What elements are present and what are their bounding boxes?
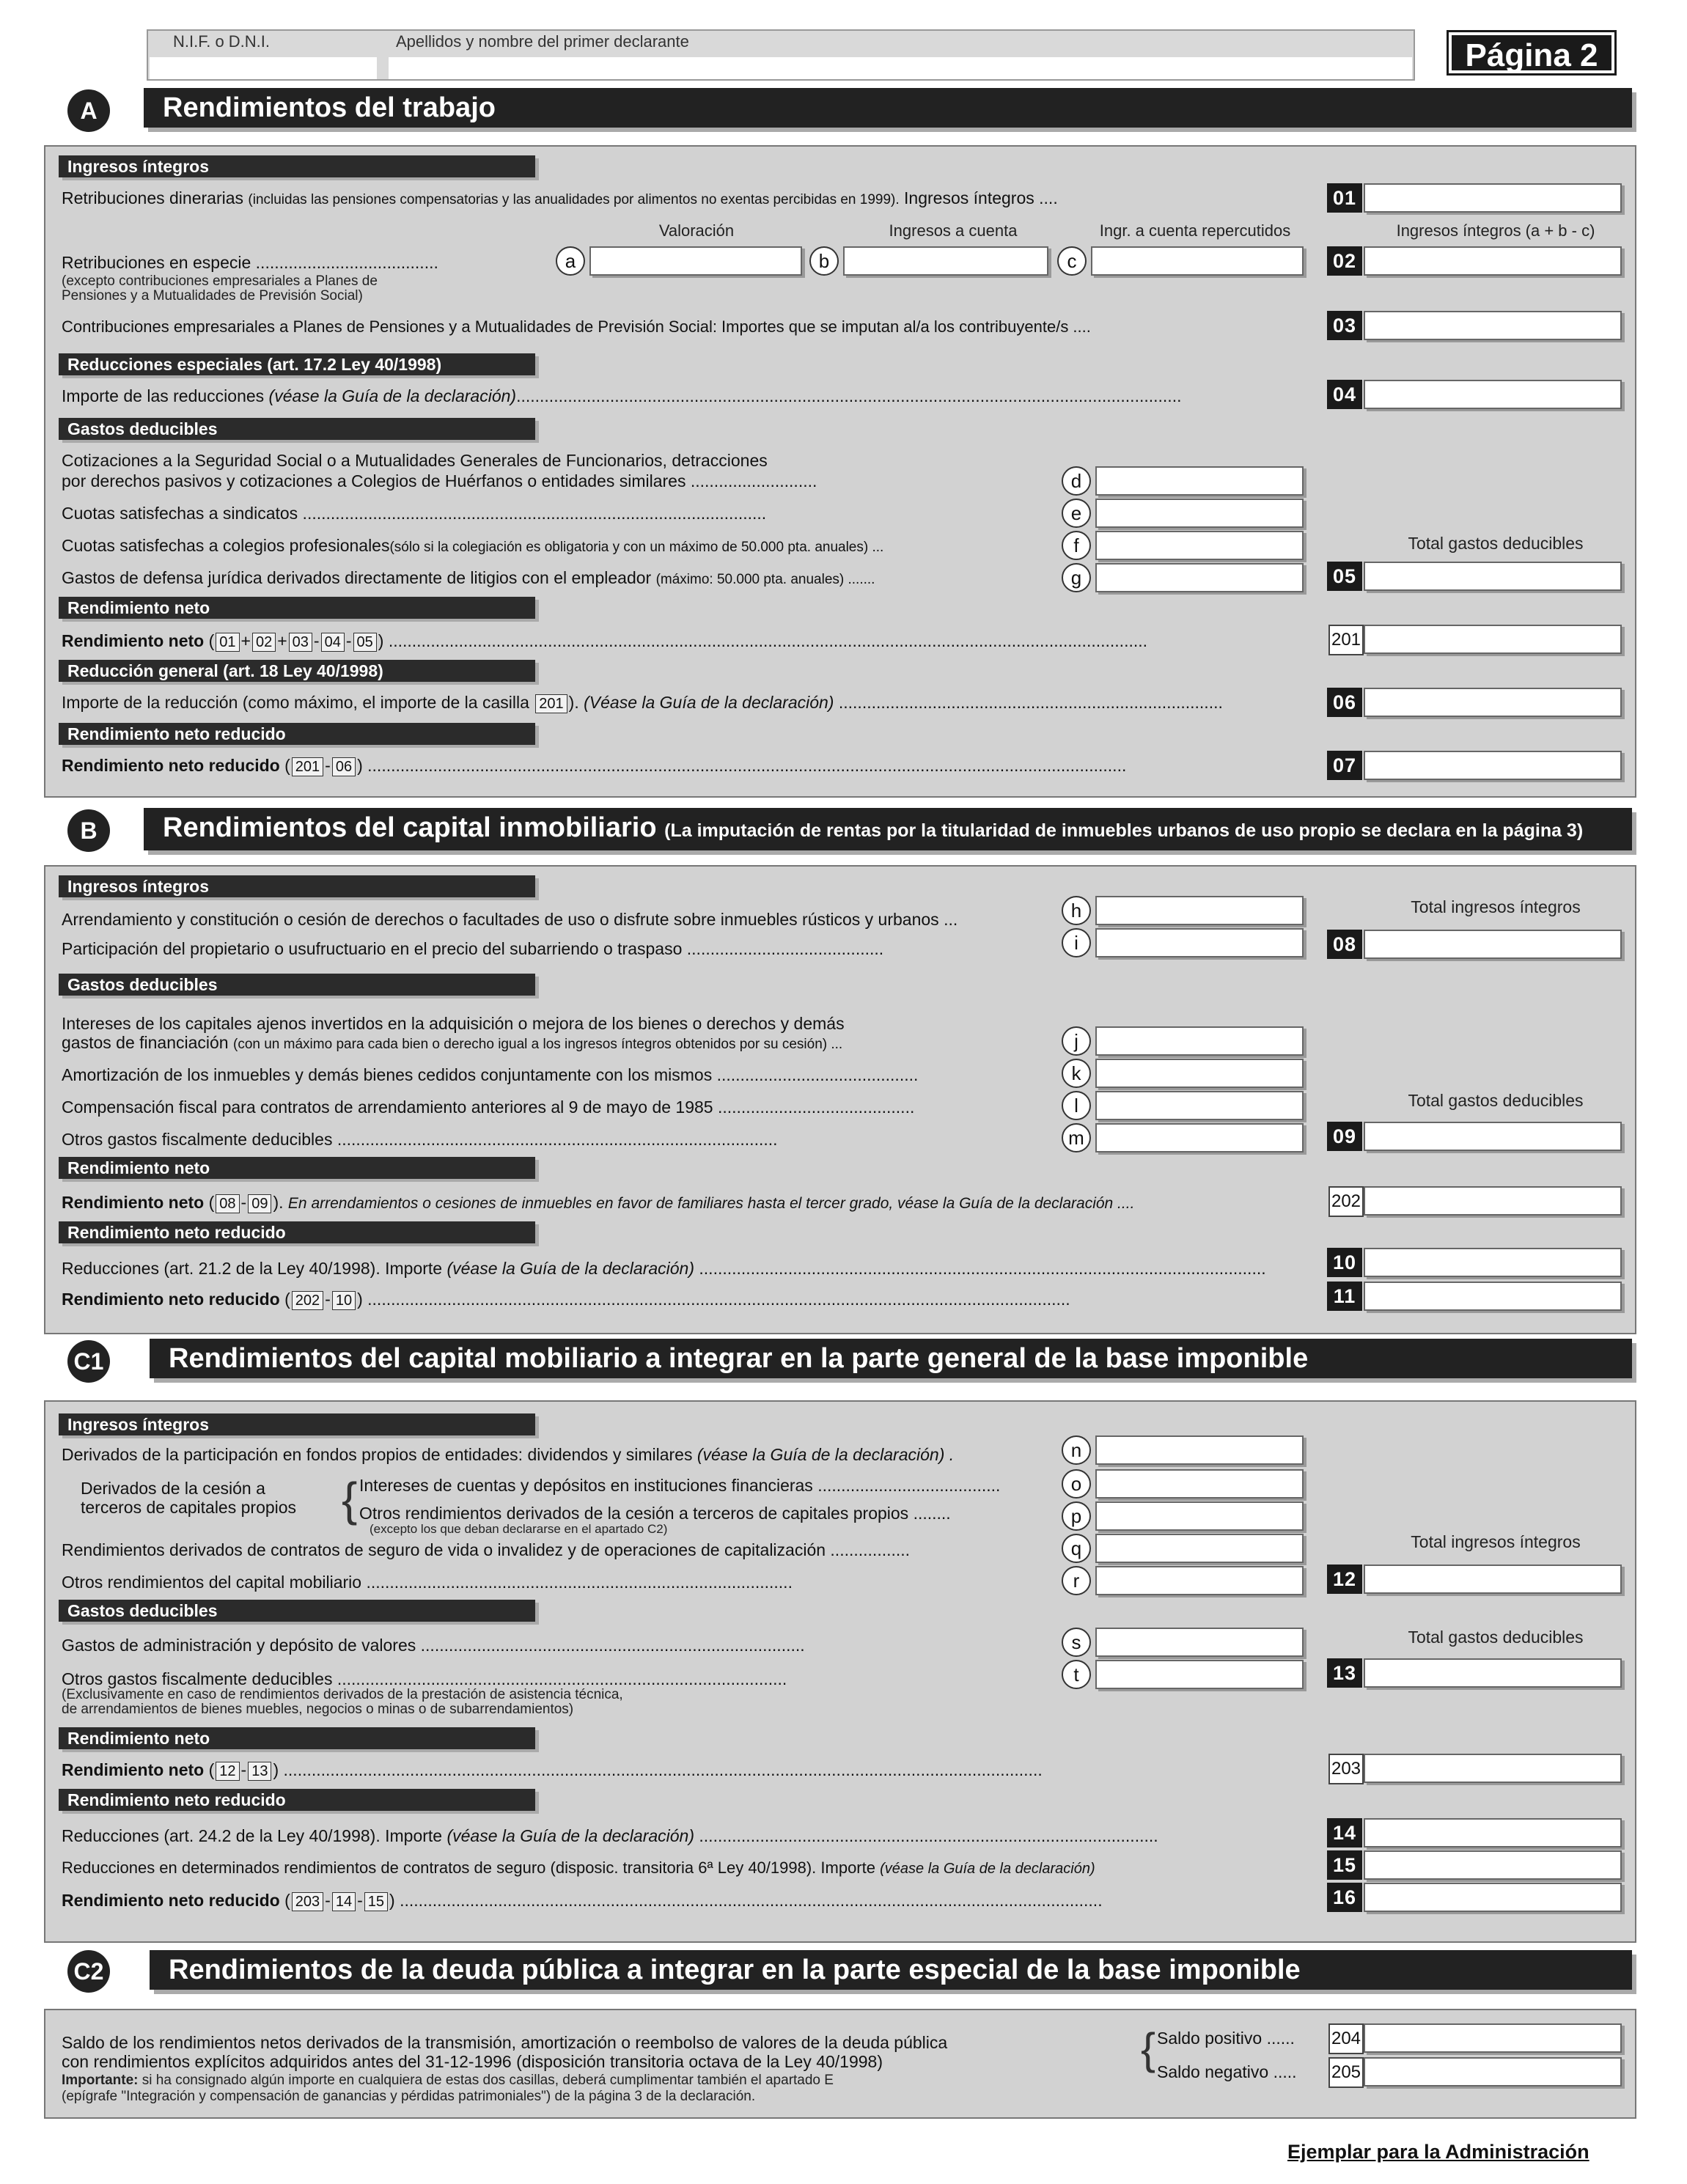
section-a-title: Rendimientos del trabajo bbox=[144, 88, 1632, 128]
name-input[interactable] bbox=[389, 57, 1412, 79]
box-d-input[interactable] bbox=[1095, 466, 1304, 496]
box-06-input[interactable] bbox=[1364, 688, 1622, 717]
box-08-number: 08 bbox=[1327, 930, 1362, 959]
a-rf-label: Cuotas satisfechas a colegios profesionales(sólo si la colegiación es obligatoria y con un máximo de 50.000 pta. anuales) ... bbox=[62, 536, 884, 555]
letter-k: k bbox=[1062, 1059, 1091, 1088]
box-07-number: 07 bbox=[1327, 751, 1362, 780]
letter-p: p bbox=[1062, 1501, 1091, 1531]
box-204-number: 204 bbox=[1328, 2023, 1364, 2054]
c2-important-line2: (epígrafe "Integración y compensación de ganancias y pérdidas patrimoniales") de la página 3 de la declaración. bbox=[62, 2089, 756, 2104]
c2-important-line1: Importante: si ha consignado algún importe en cualquiera de estas dos casillas, deberá cumplimentar también el apartado E bbox=[62, 2073, 834, 2088]
c1-rr-label: Otros rendimientos del capital mobiliario ........................................................................................... bbox=[62, 1573, 793, 1592]
box-04-input[interactable] bbox=[1364, 380, 1622, 409]
brace: { bbox=[342, 1473, 358, 1526]
c1-sub-rn: Rendimiento neto bbox=[59, 1727, 535, 1749]
a-rd-line1: Cotizaciones a la Seguridad Social o a Mutualidades Generales de Funcionarios, detracciones bbox=[62, 451, 768, 470]
b-ri-label: Participación del propietario o usufructuario en el precio del subarriendo o traspaso .......................................... bbox=[62, 939, 884, 958]
box-t-input[interactable] bbox=[1095, 1660, 1304, 1689]
letter-b: b bbox=[809, 246, 839, 276]
b-r10-label: Reducciones (art. 21.2 de la Ley 40/1998). Importe (véase la Guía de la declaración) ......................................................................................................................... bbox=[62, 1259, 1266, 1278]
box-r-input[interactable] bbox=[1095, 1566, 1304, 1595]
box-09-number: 09 bbox=[1327, 1122, 1362, 1151]
box-k-input[interactable] bbox=[1095, 1059, 1304, 1088]
box-02-number: 02 bbox=[1327, 246, 1362, 276]
letter-r: r bbox=[1062, 1566, 1091, 1595]
letter-d: d bbox=[1062, 466, 1091, 496]
b-rl-label: Compensación fiscal para contratos de arrendamiento anteriores al 9 de mayo de 1985 .......................................... bbox=[62, 1097, 915, 1117]
c1-rq-label: Rendimientos derivados de contratos de seguro de vida o invalidez y de operaciones de capitalización ................. bbox=[62, 1540, 911, 1559]
c1-rp-small: (excepto los que deban declararse en el apartado C2) bbox=[370, 1522, 668, 1536]
saldo-positivo-label: Saldo positivo ...... bbox=[1157, 2029, 1295, 2048]
letter-j: j bbox=[1062, 1026, 1091, 1056]
c1-cesion-line2: terceros de capitales propios bbox=[81, 1498, 297, 1517]
box-203-number: 203 bbox=[1328, 1754, 1364, 1784]
c2-text-line2: con rendimientos explícitos adquiridos antes del 31-12-1996 (disposición transitoria octava de la Ley 40/1998) bbox=[62, 2052, 883, 2071]
box-06-number: 06 bbox=[1327, 688, 1362, 717]
box-f-input[interactable] bbox=[1095, 531, 1304, 560]
box-14-input[interactable] bbox=[1364, 1818, 1622, 1847]
box-q-input[interactable] bbox=[1095, 1534, 1304, 1563]
box-205-input[interactable] bbox=[1364, 2057, 1622, 2086]
box-16-number: 16 bbox=[1327, 1883, 1362, 1912]
box-02-input[interactable] bbox=[1364, 246, 1622, 276]
box-203-input[interactable] bbox=[1364, 1754, 1622, 1783]
b-rn-formula: Rendimiento neto ( 08 - 09 ). En arrendamientos o cesiones de inmuebles en favor de familiares hasta el tercer grado, véase la Guía de la declaración .... bbox=[62, 1193, 1135, 1212]
b-sub-gastos: Gastos deducibles bbox=[59, 974, 535, 996]
box-10-number: 10 bbox=[1327, 1248, 1362, 1277]
box-03-input[interactable] bbox=[1364, 311, 1622, 340]
box-m-input[interactable] bbox=[1095, 1123, 1304, 1152]
letter-c: c bbox=[1057, 246, 1087, 276]
section-c1-title: Rendimientos del capital mobiliario a integrar en la parte general de la base imponible bbox=[150, 1339, 1632, 1378]
a-rn-formula: Rendimiento neto ( 01 + 02 + 03 - 04 - 05 ) .................................................................................................................................................................. bbox=[62, 631, 1148, 650]
section-a-badge: A bbox=[67, 89, 110, 132]
page-number: Página 2 bbox=[1449, 32, 1614, 73]
section-b-title: Rendimientos del capital inmobiliario (La imputación de rentas por la titularidad de inmuebles urbanos de uso propio se declara en la página 3) bbox=[144, 808, 1632, 850]
box-a-input[interactable] bbox=[589, 246, 802, 276]
box-205-number: 205 bbox=[1328, 2057, 1364, 2088]
col-ingresos-cuenta: Ingresos a cuenta bbox=[889, 221, 1018, 240]
letter-q: q bbox=[1062, 1534, 1091, 1563]
box-e-input[interactable] bbox=[1095, 499, 1304, 528]
b-sub-rnr: Rendimiento neto reducido bbox=[59, 1221, 535, 1243]
letter-l: l bbox=[1062, 1091, 1091, 1120]
footer-label: Ejemplar para la Administración bbox=[1287, 2141, 1589, 2163]
box-03-number: 03 bbox=[1327, 311, 1362, 340]
letter-g: g bbox=[1062, 563, 1091, 592]
box-202-input[interactable] bbox=[1364, 1186, 1622, 1216]
box-15-input[interactable] bbox=[1364, 1850, 1622, 1880]
box-09-input[interactable] bbox=[1364, 1122, 1622, 1151]
c1-rs-label: Gastos de administración y depósito de valores .................................................................................. bbox=[62, 1636, 805, 1655]
box-g-input[interactable] bbox=[1095, 563, 1304, 592]
box-11-number: 11 bbox=[1327, 1282, 1362, 1311]
c1-rn-formula: Rendimiento neto ( 12 - 13 ) .................................................................................................................................................................. bbox=[62, 1760, 1043, 1779]
box-10-input[interactable] bbox=[1364, 1248, 1622, 1277]
a-total-gastos-label: Total gastos deducibles bbox=[1408, 534, 1584, 553]
b-rh-label: Arrendamiento y constitución o cesión de derechos o facultades de uso o disfrute sobre inmuebles rústicos y urbanos ... bbox=[62, 910, 958, 929]
b-rj-line1: Intereses de los capitales ajenos invertidos en la adquisición o mejora de los bienes o derechos y demás bbox=[62, 1014, 845, 1033]
b-total-gastos-label: Total gastos deducibles bbox=[1408, 1091, 1584, 1110]
b-rk-label: Amortización de los inmuebles y demás bienes cedidos conjuntamente con los mismos ........................................... bbox=[62, 1065, 919, 1084]
b-rm-label: Otros gastos fiscalmente deducibles .............................................................................................. bbox=[62, 1130, 778, 1149]
a-r02-note2: Pensiones y a Mutualidades de Previsión Social) bbox=[62, 288, 363, 304]
col-valoracion: Valoración bbox=[658, 221, 735, 240]
a-r04-label: Importe de las reducciones (véase la Guía de la declaración).............................................................................................................................................. bbox=[62, 386, 1182, 405]
a-sub-rn: Rendimiento neto bbox=[59, 597, 535, 619]
a-r01-label: Retribuciones dinerarias (incluidas las pensiones compensatorias y las anualidades por alimentos no exentas percibidas en 1999). Ingresos íntegros .... bbox=[62, 188, 1058, 207]
a-sub-rnr: Rendimiento neto reducido bbox=[59, 723, 535, 745]
box-b-input[interactable] bbox=[843, 246, 1048, 276]
c2-text-line1: Saldo de los rendimientos netos derivados de la transmisión, amortización o reembolso de valores de la deuda pública bbox=[62, 2033, 948, 2052]
box-11-input[interactable] bbox=[1364, 1282, 1622, 1311]
a-rnr-formula: Rendimiento neto reducido ( 201 - 06 ) .................................................................................................................................................................. bbox=[62, 756, 1127, 775]
a-rd-line2: por derechos pasivos y cotizaciones a Colegios de Huérfanos o entidades similares ........................... bbox=[62, 471, 817, 490]
a-sub-rg: Reducción general (art. 18 Ley 40/1998) bbox=[59, 660, 535, 682]
box-204-input[interactable] bbox=[1364, 2023, 1622, 2053]
box-15-number: 15 bbox=[1327, 1850, 1362, 1880]
c1-sub-ingresos: Ingresos íntegros bbox=[59, 1413, 535, 1435]
b-rnr-formula: Rendimiento neto reducido ( 202 - 10 ) ...................................................................................................................................................... bbox=[62, 1290, 1070, 1309]
saldo-negativo-label: Saldo negativo ..... bbox=[1157, 2062, 1297, 2081]
b-sub-ingresos: Ingresos íntegros bbox=[59, 875, 535, 897]
c1-total-ing-label: Total ingresos íntegros bbox=[1411, 1532, 1581, 1551]
box-n-input[interactable] bbox=[1095, 1435, 1304, 1465]
a-sub-gastos: Gastos deducibles bbox=[59, 418, 535, 440]
a-r02-label: Retribuciones en especie ....................................... bbox=[62, 253, 438, 272]
box-s-input[interactable] bbox=[1095, 1628, 1304, 1657]
a-r03-label: Contribuciones empresariales a Planes de Pensiones y a Mutualidades de Previsión Social: Importes que se imputan al/a los contribuyente/s .... bbox=[62, 317, 1091, 336]
letter-t: t bbox=[1062, 1660, 1091, 1689]
c1-rp-label: Otros rendimientos derivados de la cesión a terceros de capitales propios ........ bbox=[359, 1504, 951, 1523]
section-c2-title: Rendimientos de la deuda pública a integrar en la parte especial de la base imponible bbox=[150, 1950, 1632, 1990]
box-202-number: 202 bbox=[1328, 1186, 1364, 1217]
c1-sub-gastos: Gastos deducibles bbox=[59, 1600, 535, 1622]
box-05-input[interactable] bbox=[1364, 562, 1622, 591]
nif-label: N.I.F. o D.N.I. bbox=[173, 32, 271, 51]
section-c1-badge: C1 bbox=[67, 1340, 110, 1383]
c1-rt-small1: (Exclusivamente en caso de rendimientos derivados de la prestación de asistencia técnica, bbox=[62, 1687, 623, 1702]
box-201-input[interactable] bbox=[1364, 625, 1622, 654]
letter-o: o bbox=[1062, 1469, 1091, 1499]
box-c-input[interactable] bbox=[1091, 246, 1304, 276]
a-rg-label: Gastos de defensa jurídica derivados directamente de litigios con el empleador (máximo: 50.000 pta. anuales) ....... bbox=[62, 568, 875, 587]
c1-r15-label: Reducciones en determinados rendimientos de contratos de seguro (disposic. transitoria 6ª Ley 40/1998). Importe (véase la Guía de la declaración) bbox=[62, 1858, 1095, 1877]
box-201-number: 201 bbox=[1328, 625, 1364, 655]
c1-rt-label: Otros gastos fiscalmente deducibles ................................................................................................ bbox=[62, 1669, 787, 1688]
name-label: Apellidos y nombre del primer declarante bbox=[396, 32, 689, 51]
box-01-number: 01 bbox=[1327, 183, 1362, 213]
letter-m: m bbox=[1062, 1123, 1091, 1152]
c2-brace: { bbox=[1141, 2024, 1156, 2073]
c1-rnr-formula: Rendimiento neto reducido ( 203 - 14 - 15 ) ...................................................................................................................................................... bbox=[62, 1891, 1103, 1910]
box-p-input[interactable] bbox=[1095, 1501, 1304, 1531]
col-repercutidos: Ingr. a cuenta repercutidos bbox=[1099, 221, 1291, 240]
box-13-input[interactable] bbox=[1364, 1658, 1622, 1688]
box-13-number: 13 bbox=[1327, 1658, 1362, 1688]
section-c2-badge: C2 bbox=[67, 1950, 110, 1993]
box-08-input[interactable] bbox=[1364, 930, 1622, 959]
a-sub-ingresos: Ingresos íntegros bbox=[59, 155, 535, 177]
box-j-input[interactable] bbox=[1095, 1026, 1304, 1056]
letter-e: e bbox=[1062, 499, 1091, 528]
c1-ro-label: Intereses de cuentas y depósitos en instituciones financieras ....................................... bbox=[359, 1476, 1001, 1495]
b-total-ing-label: Total ingresos íntegros bbox=[1411, 897, 1581, 916]
a-r06-label: Importe de la reducción (como máximo, el importe de la casilla 201 ). (Véase la Guía de la declaración) .................................................................................. bbox=[62, 693, 1223, 712]
col-total: Ingresos íntegros (a + b - c) bbox=[1396, 221, 1595, 240]
b-sub-rn: Rendimiento neto bbox=[59, 1157, 535, 1179]
c1-rn-label: Derivados de la participación en fondos propios de entidades: dividendos y similares (véase la Guía de la declaración) . bbox=[62, 1445, 955, 1464]
a-sub-red-esp: Reducciones especiales (art. 17.2 Ley 40/1998) bbox=[59, 353, 535, 375]
section-b-badge: B bbox=[67, 809, 110, 852]
letter-a: a bbox=[556, 246, 585, 276]
box-h-input[interactable] bbox=[1095, 896, 1304, 925]
c1-r14-label: Reducciones (art. 24.2 de la Ley 40/1998). Importe (véase la Guía de la declaración) .................................................................................................. bbox=[62, 1826, 1158, 1845]
c1-cesion-line1: Derivados de la cesión a bbox=[81, 1479, 265, 1498]
letter-n: n bbox=[1062, 1435, 1091, 1465]
box-05-number: 05 bbox=[1327, 562, 1362, 591]
b-rj-line2: gastos de financiación (con un máximo para cada bien o derecho igual a los ingresos íntegros obtenidos por su cesión) ... bbox=[62, 1033, 843, 1052]
box-l-input[interactable] bbox=[1095, 1091, 1304, 1120]
box-14-number: 14 bbox=[1327, 1818, 1362, 1847]
c1-total-gastos-label: Total gastos deducibles bbox=[1408, 1628, 1584, 1647]
a-r02-note1: (excepto contribuciones empresariales a Planes de bbox=[62, 273, 378, 289]
box-01-input[interactable] bbox=[1364, 183, 1622, 213]
letter-f: f bbox=[1062, 531, 1091, 560]
box-04-number: 04 bbox=[1327, 380, 1362, 409]
c1-rt-small2: de arrendamientos de bienes muebles, negocios o minas o de subarrendamientos) bbox=[62, 1702, 574, 1717]
a-re-label: Cuotas satisfechas a sindicatos ................................................................................................... bbox=[62, 504, 767, 523]
box-12-number: 12 bbox=[1327, 1565, 1362, 1594]
letter-s: s bbox=[1062, 1628, 1091, 1657]
box-12-input[interactable] bbox=[1364, 1565, 1622, 1594]
letter-i: i bbox=[1062, 928, 1091, 957]
box-07-input[interactable] bbox=[1364, 751, 1622, 780]
c1-sub-rnr: Rendimiento neto reducido bbox=[59, 1789, 535, 1811]
box-o-input[interactable] bbox=[1095, 1469, 1304, 1499]
box-16-input[interactable] bbox=[1364, 1883, 1622, 1912]
box-i-input[interactable] bbox=[1095, 928, 1304, 957]
nif-input[interactable] bbox=[150, 57, 377, 79]
letter-h: h bbox=[1062, 896, 1091, 925]
